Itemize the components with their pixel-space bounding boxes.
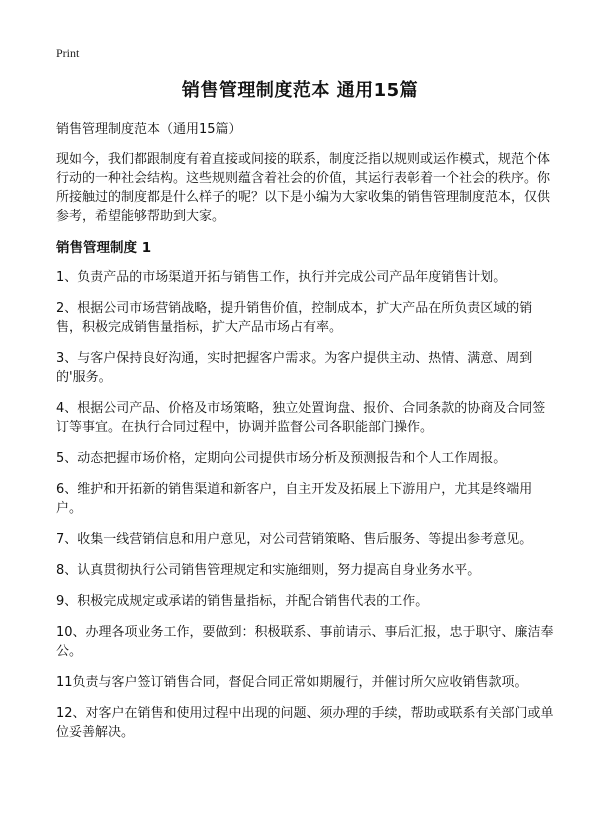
list-item: 8、认真贯彻执行公司销售管理规定和实施细则，努力提高自身业务水平。	[56, 563, 481, 578]
print-link[interactable]: Print	[56, 46, 80, 60]
list-item: 1、负责产品的市场渠道开拓与销售工作，执行并完成公司产品年度销售计划。	[56, 270, 507, 285]
document-subtitle: 销售管理制度范本（通用15篇）	[56, 122, 242, 137]
list-item: 4、根据公司产品、价格及市场策略，独立处置询盘、报价、合同条款的协商及合同签订等事宜。在执行合同过程中，协调并监督公司各职能部门操作。	[56, 401, 546, 435]
section-heading: 销售管理制度 1	[56, 240, 152, 256]
list-item: 9、积极完成规定或承诺的销售量指标，并配合销售代表的工作。	[56, 594, 429, 609]
list-item: 11负责与客户签订销售合同，督促合同正常如期履行，并催讨所欠应收销售款项。	[56, 675, 528, 690]
list-item: 12、对客户在销售和使用过程中出现的问题、须办理的手续，帮助或联系有关部门或单位妥善解决。	[56, 706, 554, 740]
list-item: 2、根据公司市场营销战略，提升销售价值，控制成本，扩大产品在所负责区域的销售，积极完成销售量指标，扩大产品市场占有率。	[56, 301, 533, 335]
document-body	[56, 120, 556, 754]
list-item: 10、办理各项业务工作，要做到：积极联系、事前请示、事后汇报，忠于职守、廉洁奉公。	[56, 625, 554, 659]
list-item: 5、动态把握市场价格，定期向公司提供市场分析及预测报告和个人工作周报。	[56, 451, 507, 466]
intro-paragraph: 现如今，我们都跟制度有着直接或间接的联系，制度泛指以规则或运作模式，规范个体行动的一种社会结构。这些规则蕴含着社会的价值，其运行表彰着一个社会的秩序。你所接触过的制度都是什么样子的呢？以下是小编为大家收集的销售管理制度范本，仅供参考，希望能够帮助到大家。	[56, 152, 551, 224]
page-title: 销售管理制度范本 通用15篇	[181, 80, 419, 101]
list-item: 6、维护和开拓新的销售渠道和新客户，自主开发及拓展上下游用户，尤其是终端用户。	[56, 482, 533, 516]
list-item: 7、收集一线营销信息和用户意见，对公司营销策略、售后服务、等提出参考意见。	[56, 532, 533, 547]
list-item: 3、与客户保持良好沟通，实时把握客户需求。为客户提供主动、热情、满意、周到的'服务。	[56, 351, 533, 385]
